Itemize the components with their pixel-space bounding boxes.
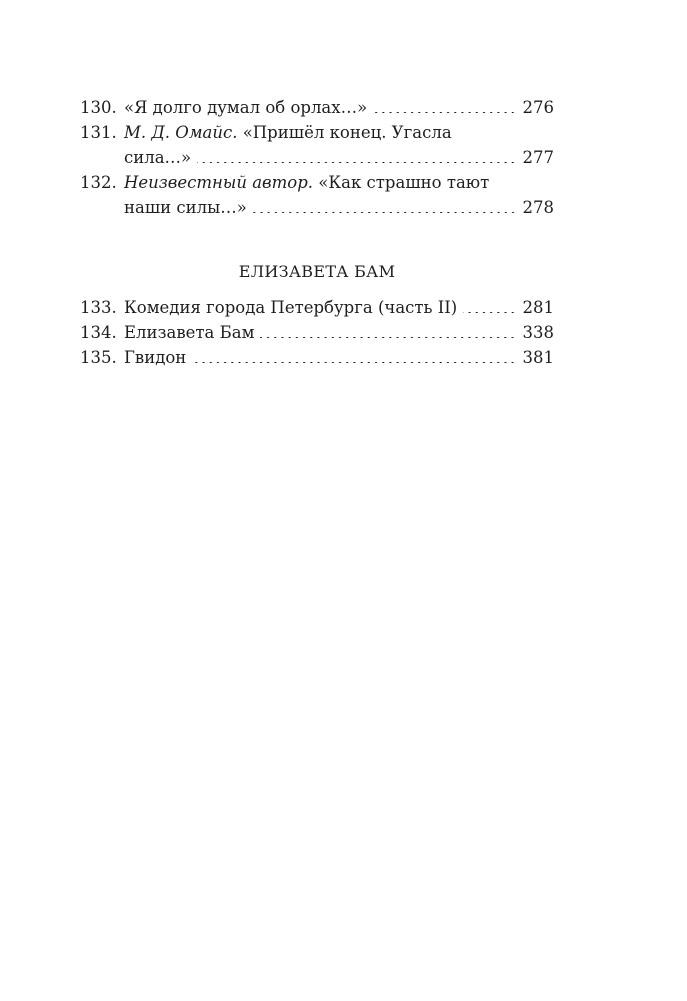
toc-list-part2 [80, 295, 554, 370]
toc-entry-135 [80, 345, 554, 370]
entry-title-continued: сила…» [124, 148, 192, 167]
entry-page-number: 381 [522, 348, 554, 367]
toc-list-part1 [80, 95, 554, 220]
toc-entry-134 [80, 320, 554, 345]
entry-page-number: 277 [522, 148, 554, 167]
leader-dots [253, 212, 517, 213]
leader-dots [373, 112, 516, 113]
entry-number: 135. [80, 348, 117, 367]
entry-page-number: 281 [522, 298, 554, 317]
entry-title: «Я долго думал об орлах…» [124, 98, 368, 117]
entry-title: Комедия города Петербурга (часть II) [124, 298, 458, 317]
entry-title: Гвидон [124, 348, 187, 367]
entry-title: «Пришёл конец. Угасла [242, 123, 452, 142]
entry-author: Неизвестный автор. [124, 173, 314, 192]
entry-number: 132. [80, 173, 117, 192]
leader-dots [192, 362, 516, 363]
entry-page-number: 278 [522, 198, 554, 217]
leader-dots [463, 312, 516, 313]
section-heading: ЕЛИЗАВЕТА БАМ [238, 262, 396, 281]
leader-dots [260, 337, 516, 338]
entry-number: 134. [80, 323, 117, 342]
entry-author: М. Д. Омайс. [124, 123, 238, 142]
toc-entry-131 [80, 120, 554, 170]
entry-page-number: 276 [522, 98, 554, 117]
entry-title: Елизавета Бам [124, 323, 255, 342]
entry-number: 131. [80, 123, 117, 142]
entry-title-continued: наши силы…» [124, 198, 247, 217]
toc-entry-133 [80, 295, 554, 320]
entry-title: «Как страшно тают [318, 173, 490, 192]
toc-entry-130 [80, 95, 554, 120]
leader-dots [197, 162, 516, 163]
entry-page-number: 338 [522, 323, 554, 342]
entry-number: 130. [80, 98, 117, 117]
entry-number: 133. [80, 298, 117, 317]
toc-entry-132 [80, 170, 554, 220]
